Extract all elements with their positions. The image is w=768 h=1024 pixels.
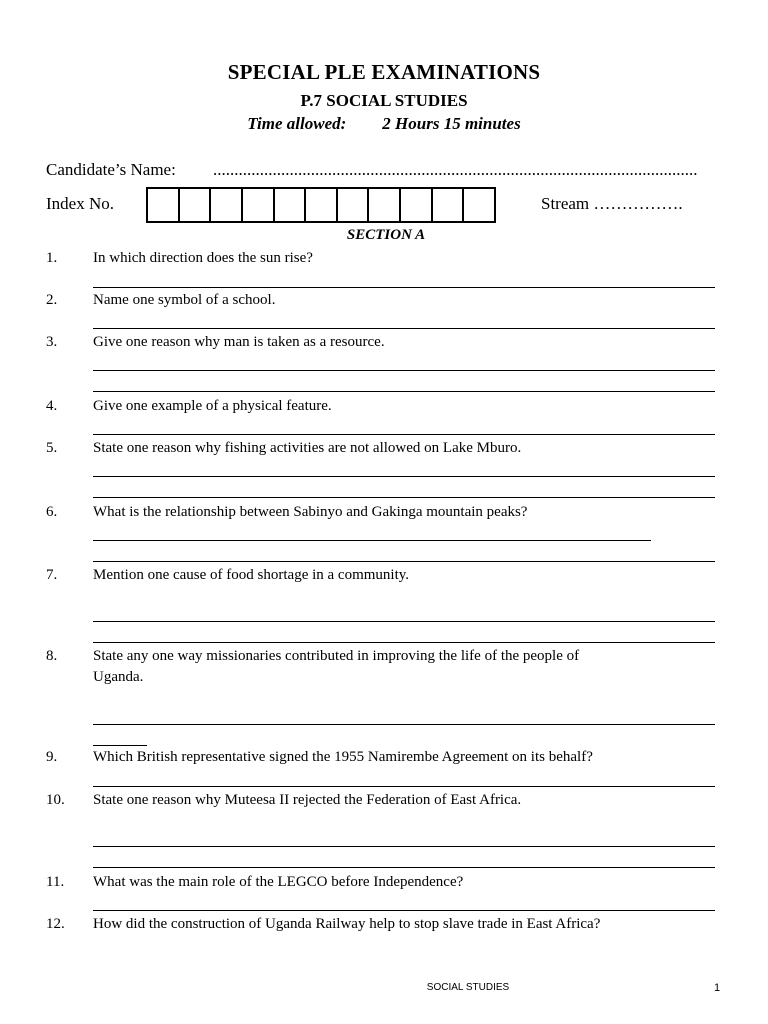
answer-line[interactable] (93, 786, 715, 787)
question-number: 2. (46, 292, 58, 308)
question-text: What was the main role of the LEGCO before Independence? (93, 874, 464, 890)
page-number: 1 (714, 982, 721, 994)
time-value: 2 Hours 15 minutes (382, 114, 521, 133)
time-label: Time allowed: (247, 114, 347, 133)
index-digit-box[interactable] (464, 189, 494, 221)
question-number: 9. (46, 749, 58, 765)
question-number: 6. (46, 504, 58, 520)
answer-line[interactable] (93, 391, 715, 392)
answer-line[interactable] (93, 497, 715, 498)
question-number: 12. (46, 916, 65, 932)
answer-line[interactable] (93, 846, 715, 847)
index-digit-box[interactable] (369, 189, 401, 221)
index-digit-box[interactable] (338, 189, 370, 221)
section-title: SECTION A (346, 227, 426, 243)
stream-field[interactable]: Stream ……………. (541, 194, 683, 213)
question-number: 10. (46, 792, 65, 808)
question-text: Give one example of a physical feature. (93, 398, 332, 414)
time-allowed (0, 114, 768, 134)
question-text: Mention one cause of food shortage in a community. (93, 567, 410, 583)
question-text: Name one symbol of a school. (93, 292, 276, 308)
question-number: 1. (46, 250, 58, 266)
question-text: In which direction does the sun rise? (93, 250, 313, 266)
question-text: How did the construction of Uganda Railway help to stop slave trade in East Africa? (93, 916, 601, 932)
answer-line[interactable] (93, 724, 715, 725)
question-text: State any one way missionaries contributed in improving the life of the people of (93, 648, 580, 664)
answer-line[interactable] (93, 540, 651, 541)
answer-line[interactable] (93, 328, 715, 329)
answer-line[interactable] (93, 745, 147, 746)
index-digit-box[interactable] (433, 189, 465, 221)
answer-line[interactable] (93, 434, 715, 435)
index-digit-box[interactable] (180, 189, 212, 221)
answer-line[interactable] (93, 867, 715, 868)
question-number: 3. (46, 334, 58, 350)
exam-subject: P.7 SOCIAL STUDIES (300, 91, 468, 110)
candidate-name-label: Candidate’s Name: (46, 160, 176, 179)
question-text: Which British representative signed the 1955 Namirembe Agreement on its behalf? (93, 749, 593, 765)
question-text-continued: Uganda. (93, 669, 144, 685)
question-number: 5. (46, 440, 58, 456)
index-digit-box[interactable] (243, 189, 275, 221)
answer-line[interactable] (93, 287, 715, 288)
answer-line[interactable] (93, 476, 715, 477)
answer-line[interactable] (93, 642, 715, 643)
question-text: State one reason why Muteesa II rejected the Federation of East Africa. (93, 792, 522, 808)
candidate-name-field[interactable]: .................................................................................................................. (213, 160, 698, 179)
index-digit-box[interactable] (306, 189, 338, 221)
index-number-label: Index No. (46, 194, 114, 213)
answer-line[interactable] (93, 561, 715, 562)
index-digit-box[interactable] (211, 189, 243, 221)
question-number: 7. (46, 567, 58, 583)
question-number: 11. (46, 874, 65, 890)
question-text: State one reason why fishing activities are not allowed on Lake Mburo. (93, 440, 522, 456)
index-digit-box[interactable] (275, 189, 307, 221)
exam-title: SPECIAL PLE EXAMINATIONS (227, 60, 541, 84)
answer-line[interactable] (93, 370, 715, 371)
answer-line[interactable] (93, 910, 715, 911)
question-text: Give one reason why man is taken as a resource. (93, 334, 385, 350)
answer-line[interactable] (93, 621, 715, 622)
index-digit-box[interactable] (148, 189, 180, 221)
question-text: What is the relationship between Sabinyo and Gakinga mountain peaks? (93, 504, 528, 520)
question-number: 4. (46, 398, 58, 414)
footer-subject-label: SOCIAL STUDIES (426, 982, 510, 993)
index-digit-box[interactable] (401, 189, 433, 221)
index-number-boxes[interactable] (146, 187, 496, 223)
question-number: 8. (46, 648, 58, 664)
